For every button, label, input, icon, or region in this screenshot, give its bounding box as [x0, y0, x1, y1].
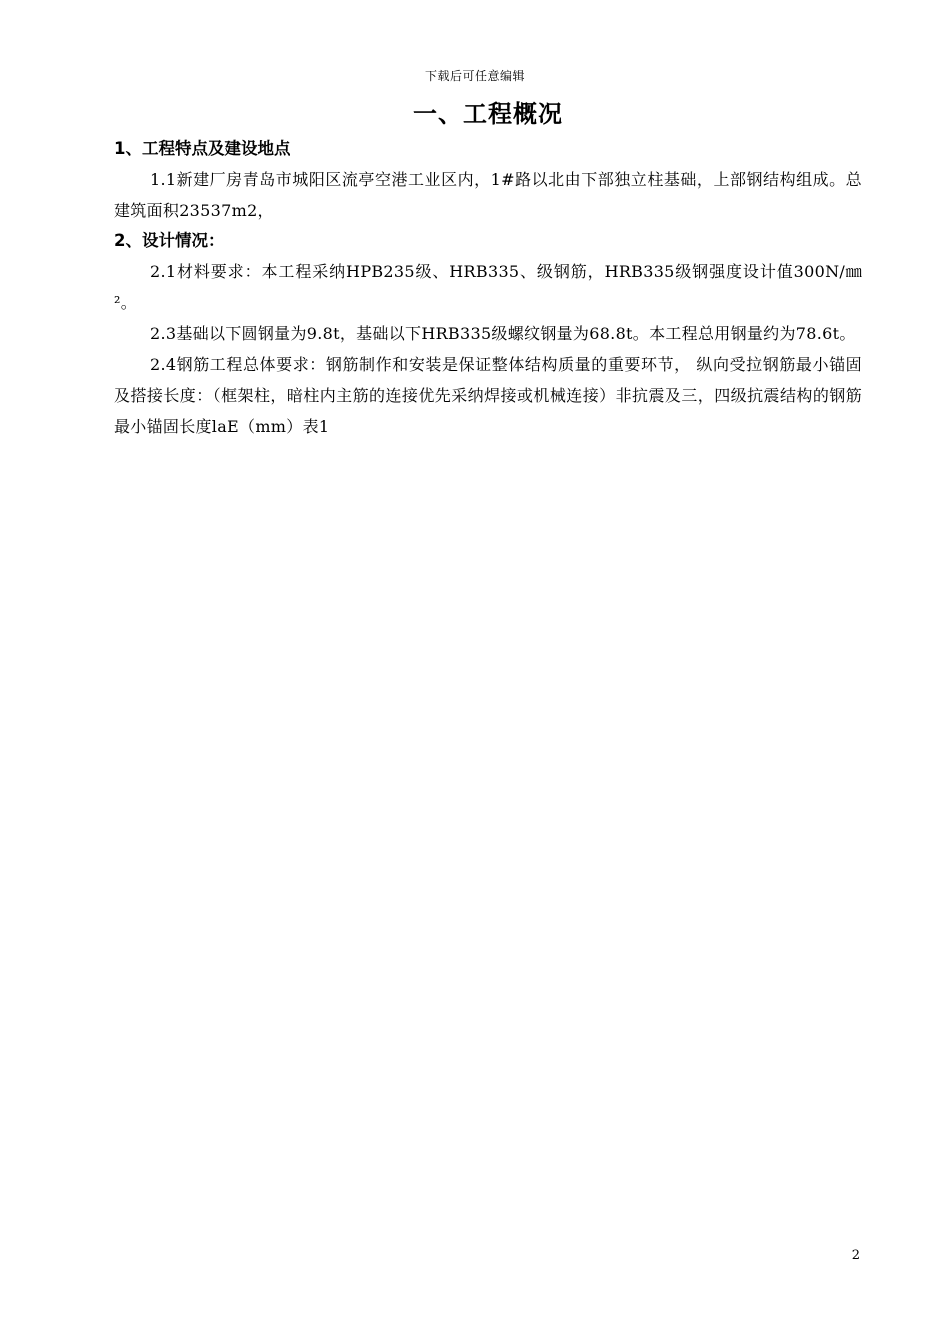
paragraph-2-1: 2.1材料要求：本工程采纳HPB235级、HRB335、级钢筋，HRB335级钢强度设计值300N/㎜²。 [114, 262, 862, 312]
document-body [114, 96, 862, 442]
document-title: 一、工程概况 [413, 100, 563, 128]
section-heading-1: 1、工程特点及建设地点 [114, 139, 291, 158]
page-number: 2 [851, 1248, 860, 1263]
section-heading-2: 2、设计情况： [114, 231, 225, 250]
header-note: 下载后可任意编辑 [424, 69, 525, 83]
paragraph-1-1: 1.1新建厂房青岛市城阳区流亭空港工业区内，1#路以北由下部独立柱基础，上部钢结构组成。总建筑面积23537m2， [114, 170, 862, 220]
paragraph-2-3: 2.3基础以下圆钢量为9.8t，基础以下HRB335级螺纹钢量为68.8t。本工程总用钢量约为78.6t。 [150, 324, 856, 343]
paragraph-2-4: 2.4钢筋工程总体要求：钢筋制作和安装是保证整体结构质量的重要环节， 纵向受拉钢筋最小锚固及搭接长度：（框架柱，暗柱内主筋的连接优先采纳焊接或机械连接）非抗震及三，四级抗震结构的钢筋最小锚固长度laE（mm）表1 [114, 355, 862, 436]
